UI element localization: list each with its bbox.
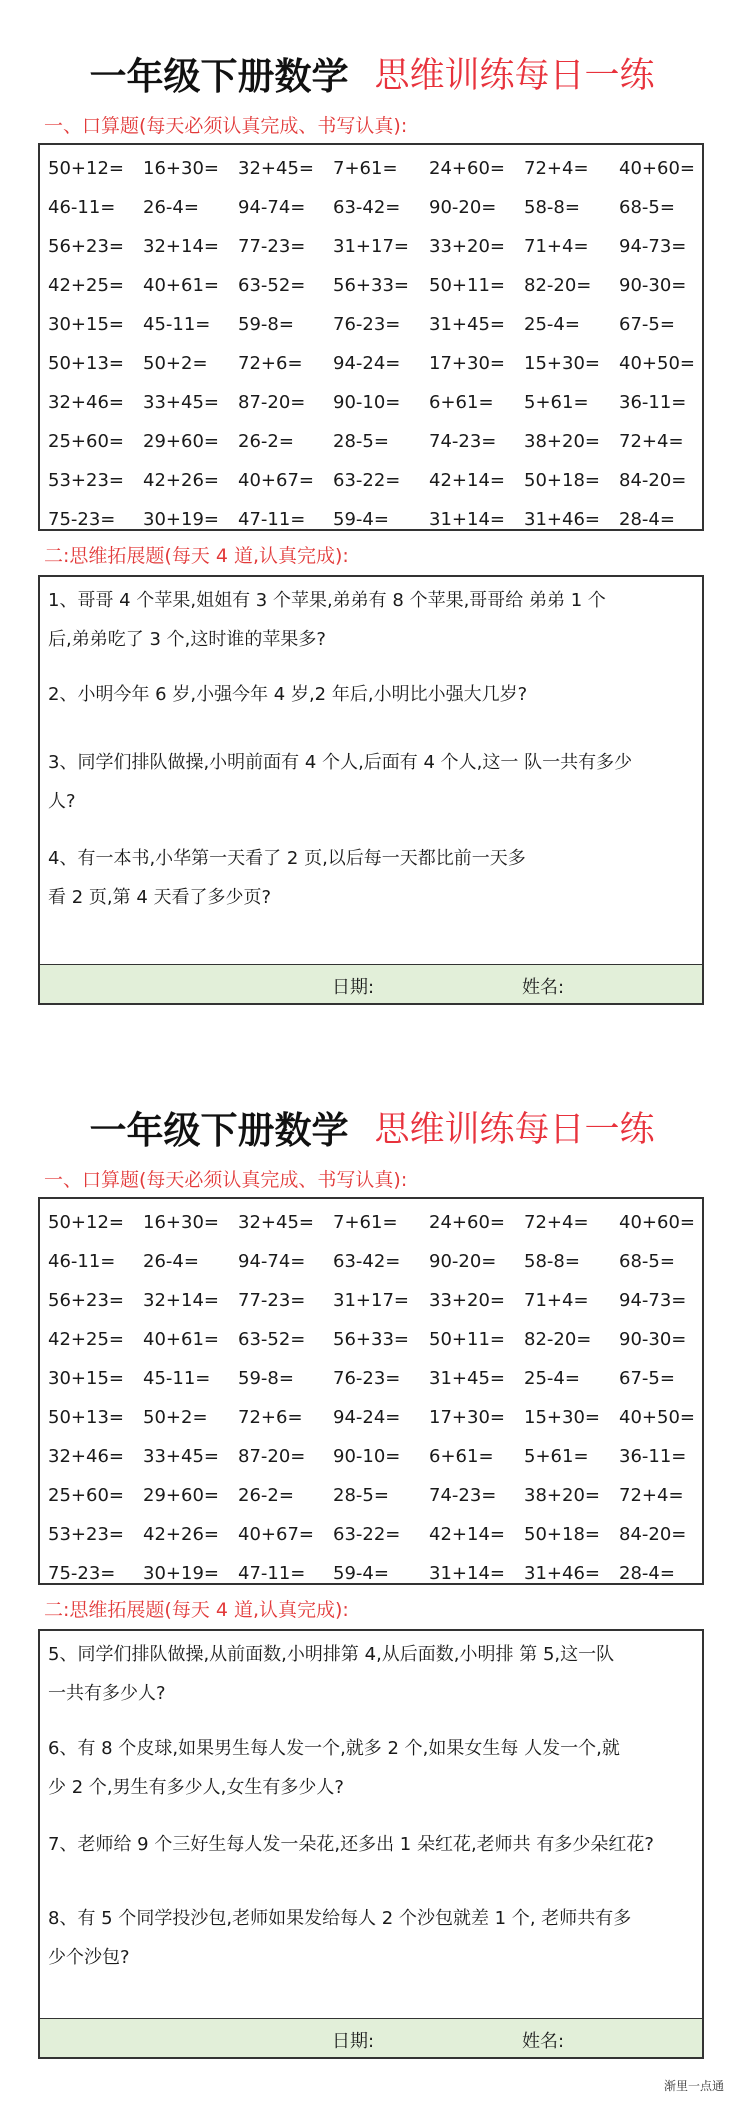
problem-line: 6、有 8 个皮球,如果男生每人发一个,就多 2 个,如果女生每 人发一个,就 (48, 1738, 620, 1759)
calc-item: 40+61= (143, 275, 219, 296)
calc-item: 74-23= (429, 1485, 497, 1506)
calc-item: 63-42= (333, 1251, 401, 1272)
calc-row (40, 1520, 702, 1550)
calc-item: 56+23= (48, 1290, 124, 1311)
calc-item: 25+60= (48, 1485, 124, 1506)
calc-item: 40+67= (238, 1524, 314, 1545)
calc-item: 50+18= (524, 470, 600, 491)
calc-item: 40+50= (619, 1407, 695, 1428)
calc-item: 68-5= (619, 197, 675, 218)
calc-item: 94-73= (619, 236, 687, 257)
problem-3 (48, 743, 696, 821)
calc-item: 76-23= (333, 314, 401, 335)
problem-line: 2、小明今年 6 岁,小强今年 4 岁,2 年后,小明比小强大几岁? (48, 684, 528, 705)
calc-item: 87-20= (238, 392, 306, 413)
calc-item: 74-23= (429, 431, 497, 452)
calc-item: 75-23= (48, 1563, 116, 1584)
calc-item: 50+13= (48, 1407, 124, 1428)
problem-5 (48, 1635, 696, 1713)
problem-line: 8、有 5 个同学投沙包,老师如果发给每人 2 个沙包就差 1 个, 老师共有多 (48, 1908, 632, 1929)
calc-item: 50+12= (48, 1212, 124, 1233)
calc-item: 36-11= (619, 392, 687, 413)
calc-item: 38+20= (524, 1485, 600, 1506)
name-label: 姓名: (522, 2031, 565, 2052)
calc-row (40, 154, 702, 184)
problem-line: 少 2 个,男生有多少人,女生有多少人? (48, 1777, 344, 1798)
footer-bar (40, 964, 702, 1003)
watermark: 渐里一点通 (663, 2079, 724, 2093)
problem-line: 少个沙包? (48, 1947, 130, 1968)
calc-item: 53+23= (48, 470, 124, 491)
calc-row (40, 1364, 702, 1394)
calc-item: 50+2= (143, 1407, 208, 1428)
calc-item: 33+20= (429, 1290, 505, 1311)
calc-item: 40+60= (619, 1212, 695, 1233)
calc-item: 31+45= (429, 314, 505, 335)
calc-row (40, 349, 702, 379)
worksheet-title (0, 1100, 744, 1150)
calc-item: 63-22= (333, 1524, 401, 1545)
calc-item: 94-24= (333, 1407, 401, 1428)
calc-item: 40+60= (619, 158, 695, 179)
calc-item: 5+61= (524, 392, 589, 413)
problem-line: 3、同学们排队做操,小明前面有 4 个人,后面有 4 个人,这一 队一共有多少 (48, 752, 633, 773)
calc-item: 72+6= (238, 353, 303, 374)
calc-item: 16+30= (143, 158, 219, 179)
calc-item: 32+46= (48, 1446, 124, 1467)
calc-item: 58-8= (524, 1251, 580, 1272)
calc-item: 30+19= (143, 1563, 219, 1584)
calc-item: 5+61= (524, 1446, 589, 1467)
calc-item: 50+18= (524, 1524, 600, 1545)
calc-item: 50+11= (429, 1329, 505, 1350)
calc-item: 72+4= (524, 158, 589, 179)
calc-item: 90-30= (619, 275, 687, 296)
calc-item: 28-4= (619, 509, 675, 530)
calc-item: 59-4= (333, 1563, 389, 1584)
calc-row (40, 1559, 702, 1589)
title-sub: 思维训练每日一练 (374, 1110, 655, 1150)
calc-item: 50+11= (429, 275, 505, 296)
problem-4 (48, 839, 696, 917)
calc-item: 72+4= (619, 431, 684, 452)
date-label: 日期: (332, 977, 375, 998)
calc-row (40, 310, 702, 340)
calc-row (40, 1481, 702, 1511)
calc-row (40, 232, 702, 262)
title-main: 一年级下册数学 (89, 1109, 349, 1152)
worksheet-title (0, 46, 744, 96)
calc-item: 46-11= (48, 197, 116, 218)
calc-item: 47-11= (238, 509, 306, 530)
calc-item: 67-5= (619, 1368, 675, 1389)
calc-item: 87-20= (238, 1446, 306, 1467)
calc-item: 31+14= (429, 509, 505, 530)
problem-line: 人? (48, 791, 76, 812)
calc-item: 36-11= (619, 1446, 687, 1467)
calc-item: 46-11= (48, 1251, 116, 1272)
calc-item: 32+14= (143, 236, 219, 257)
problem-2 (48, 675, 696, 714)
calc-row (40, 1325, 702, 1355)
calc-item: 90-20= (429, 1251, 497, 1272)
calc-item: 63-42= (333, 197, 401, 218)
calc-item: 68-5= (619, 1251, 675, 1272)
calc-item: 32+14= (143, 1290, 219, 1311)
footer-bar (40, 2018, 702, 2057)
calc-item: 71+4= (524, 1290, 589, 1311)
calc-item: 15+30= (524, 353, 600, 374)
calc-row (40, 1442, 702, 1472)
calc-item: 94-73= (619, 1290, 687, 1311)
section-heading-calc: 一、口算题(每天必须认真完成、书写认真): (44, 115, 408, 137)
calc-item: 56+23= (48, 236, 124, 257)
calc-item: 24+60= (429, 1212, 505, 1233)
calc-row (40, 1208, 702, 1238)
calc-row (40, 1247, 702, 1277)
problem-line: 1、哥哥 4 个苹果,姐姐有 3 个苹果,弟弟有 8 个苹果,哥哥给 弟弟 1 个 (48, 590, 606, 611)
calc-item: 25+60= (48, 431, 124, 452)
problem-line: 5、同学们排队做操,从前面数,小明排第 4,从后面数,小明排 第 5,这一队 (48, 1644, 615, 1665)
problem-line: 7、老师给 9 个三好生每人发一朵花,还多出 1 朵红花,老师共 有多少朵红花? (48, 1834, 654, 1855)
calc-item: 42+25= (48, 1329, 124, 1350)
calc-item: 31+17= (333, 1290, 409, 1311)
calc-item: 40+61= (143, 1329, 219, 1350)
calc-item: 84-20= (619, 1524, 687, 1545)
title-main: 一年级下册数学 (89, 55, 349, 98)
calc-item: 90-10= (333, 392, 401, 413)
calc-item: 45-11= (143, 1368, 211, 1389)
name-label: 姓名: (522, 977, 565, 998)
calc-item: 90-20= (429, 197, 497, 218)
calc-item: 30+15= (48, 314, 124, 335)
problem-line: 4、有一本书,小华第一天看了 2 页,以后每一天都比前一天多 (48, 848, 526, 869)
calc-item: 84-20= (619, 470, 687, 491)
calc-row (40, 466, 702, 496)
calc-item: 33+45= (143, 392, 219, 413)
calc-item: 45-11= (143, 314, 211, 335)
calc-item: 42+14= (429, 1524, 505, 1545)
calc-item: 26-4= (143, 197, 199, 218)
calc-row (40, 388, 702, 418)
calc-item: 47-11= (238, 1563, 306, 1584)
calc-item: 59-4= (333, 509, 389, 530)
calc-item: 42+25= (48, 275, 124, 296)
calc-item: 59-8= (238, 314, 294, 335)
calc-item: 50+2= (143, 353, 208, 374)
calc-item: 28-5= (333, 1485, 389, 1506)
calc-item: 53+23= (48, 1524, 124, 1545)
calc-item: 42+14= (429, 470, 505, 491)
calc-item: 50+12= (48, 158, 124, 179)
calc-row (40, 193, 702, 223)
calc-item: 31+45= (429, 1368, 505, 1389)
calc-item: 90-30= (619, 1329, 687, 1350)
calc-item: 33+45= (143, 1446, 219, 1467)
calc-item: 30+19= (143, 509, 219, 530)
calc-item: 40+67= (238, 470, 314, 491)
date-label: 日期: (332, 2031, 375, 2052)
calc-row (40, 427, 702, 457)
calc-item: 58-8= (524, 197, 580, 218)
calc-table (38, 1197, 704, 1585)
calc-item: 67-5= (619, 314, 675, 335)
problem-line: 看 2 页,第 4 天看了多少页? (48, 887, 272, 908)
calc-item: 50+13= (48, 353, 124, 374)
calc-row (40, 505, 702, 535)
section-heading-calc: 一、口算题(每天必须认真完成、书写认真): (44, 1169, 408, 1191)
calc-item: 26-2= (238, 431, 294, 452)
calc-item: 31+14= (429, 1563, 505, 1584)
calc-item: 15+30= (524, 1407, 600, 1428)
calc-item: 29+60= (143, 431, 219, 452)
calc-item: 32+45= (238, 158, 314, 179)
calc-item: 38+20= (524, 431, 600, 452)
calc-item: 82-20= (524, 275, 592, 296)
calc-row (40, 1403, 702, 1433)
problem-line: 后,弟弟吃了 3 个,这时谁的苹果多? (48, 629, 326, 650)
calc-item: 72+6= (238, 1407, 303, 1428)
calc-item: 7+61= (333, 1212, 398, 1233)
calc-item: 77-23= (238, 1290, 306, 1311)
calc-item: 28-4= (619, 1563, 675, 1584)
calc-item: 40+50= (619, 353, 695, 374)
calc-item: 31+46= (524, 509, 600, 530)
calc-item: 26-4= (143, 1251, 199, 1272)
calc-item: 56+33= (333, 1329, 409, 1350)
problem-line: 一共有多少人? (48, 1683, 166, 1704)
calc-item: 32+46= (48, 392, 124, 413)
calc-item: 24+60= (429, 158, 505, 179)
calc-item: 90-10= (333, 1446, 401, 1467)
calc-item: 17+30= (429, 1407, 505, 1428)
calc-item: 31+17= (333, 236, 409, 257)
calc-item: 72+4= (619, 1485, 684, 1506)
problem-1 (48, 581, 696, 659)
calc-item: 94-74= (238, 1251, 306, 1272)
calc-item: 33+20= (429, 236, 505, 257)
section-heading-problems: 二:思维拓展题(每天 4 道,认真完成): (44, 1599, 349, 1621)
calc-item: 25-4= (524, 314, 580, 335)
calc-item: 6+61= (429, 392, 494, 413)
problem-8 (48, 1899, 696, 1977)
section-heading-problems: 二:思维拓展题(每天 4 道,认真完成): (44, 545, 349, 567)
calc-item: 32+45= (238, 1212, 314, 1233)
calc-row (40, 271, 702, 301)
calc-item: 75-23= (48, 509, 116, 530)
calc-item: 29+60= (143, 1485, 219, 1506)
calc-item: 6+61= (429, 1446, 494, 1467)
calc-item: 71+4= (524, 236, 589, 257)
calc-item: 77-23= (238, 236, 306, 257)
calc-item: 94-24= (333, 353, 401, 374)
calc-row (40, 1286, 702, 1316)
calc-item: 63-22= (333, 470, 401, 491)
problem-box (38, 575, 704, 1005)
calc-item: 42+26= (143, 1524, 219, 1545)
calc-item: 59-8= (238, 1368, 294, 1389)
calc-item: 16+30= (143, 1212, 219, 1233)
problem-6 (48, 1729, 696, 1807)
calc-item: 82-20= (524, 1329, 592, 1350)
calc-item: 7+61= (333, 158, 398, 179)
calc-item: 42+26= (143, 470, 219, 491)
calc-item: 76-23= (333, 1368, 401, 1389)
calc-item: 56+33= (333, 275, 409, 296)
calc-item: 26-2= (238, 1485, 294, 1506)
title-sub: 思维训练每日一练 (374, 56, 655, 96)
calc-item: 17+30= (429, 353, 505, 374)
calc-item: 63-52= (238, 1329, 306, 1350)
calc-item: 25-4= (524, 1368, 580, 1389)
calc-item: 31+46= (524, 1563, 600, 1584)
calc-table (38, 143, 704, 531)
problem-7 (48, 1825, 696, 1864)
problem-box (38, 1629, 704, 2059)
calc-item: 72+4= (524, 1212, 589, 1233)
calc-item: 63-52= (238, 275, 306, 296)
calc-item: 94-74= (238, 197, 306, 218)
calc-item: 28-5= (333, 431, 389, 452)
calc-item: 30+15= (48, 1368, 124, 1389)
